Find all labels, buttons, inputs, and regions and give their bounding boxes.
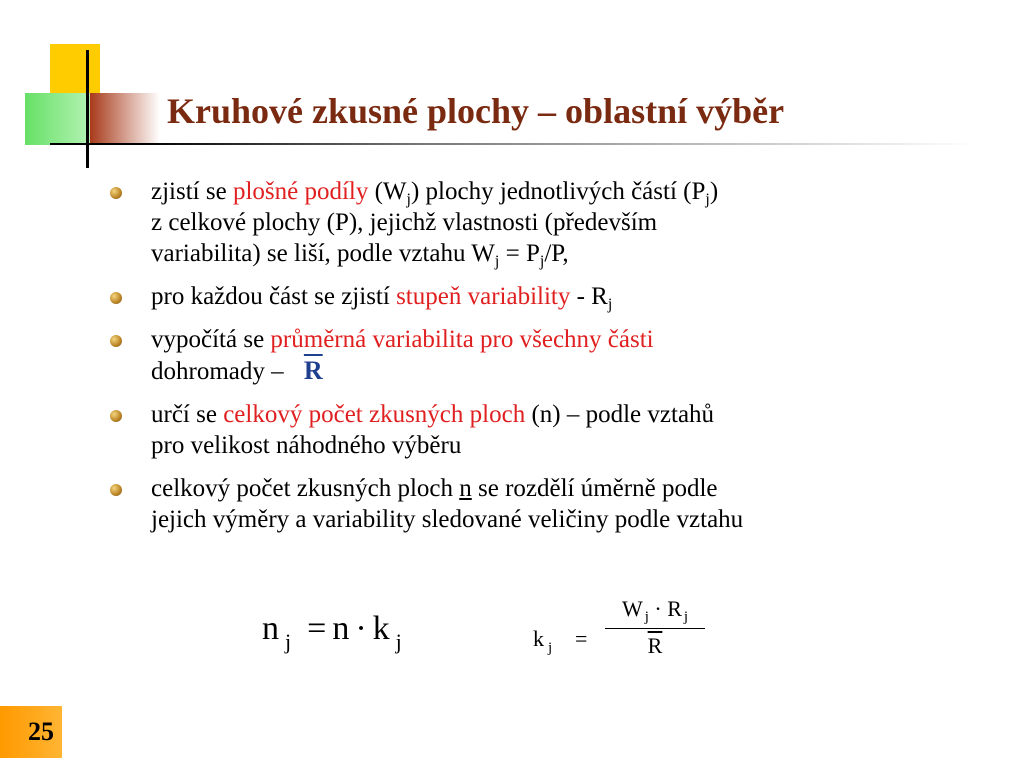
- formula-symbol: R: [667, 596, 682, 621]
- formula-nj: [262, 610, 412, 655]
- bullet-text: (n) – podle vztahů: [525, 401, 715, 428]
- formula-symbol: n: [332, 610, 350, 647]
- formula-operator: ·: [355, 610, 367, 647]
- bullet-item: [108, 473, 988, 535]
- bullet-text: ): [709, 178, 719, 205]
- subscript: j: [539, 253, 545, 270]
- bullet-text: se rozdělí úměrně podle: [471, 475, 718, 502]
- bullet-text: pro každou část se zjistí: [151, 283, 397, 310]
- formula-operator: =: [575, 626, 588, 651]
- underlined-text: n: [459, 475, 472, 502]
- fraction-denominator: R: [647, 633, 663, 658]
- fraction-numerator: [605, 594, 705, 624]
- bullet-icon: [110, 292, 122, 304]
- subscript: j: [406, 191, 411, 208]
- bullet-text: variabilita) se liší, podle vztahu W: [151, 240, 495, 267]
- bullet-text: dohromady –: [151, 358, 290, 385]
- bullet-text: z celkové plochy (P), jejichž vlastnosti (především: [151, 209, 658, 236]
- bullet-list: [108, 176, 988, 547]
- r-bar-symbol: $\overline{R}$: [303, 356, 323, 385]
- decor-red-bar: [90, 93, 160, 145]
- formula-subscript: j: [644, 609, 649, 625]
- bullet-text: jejich výměry a variability sledované veličiny podle vztahu: [151, 506, 744, 533]
- bullet-text: - R: [570, 283, 608, 310]
- bullet-item: [108, 399, 988, 461]
- formula-subscript: j: [395, 629, 402, 654]
- bullet-text: ) plochy jednotlivých částí (P: [410, 178, 706, 205]
- highlight-text: průměrná variabilita pro všechny části: [270, 326, 654, 353]
- decor-vertical-line: [86, 50, 89, 168]
- bullet-text: určí se: [151, 401, 224, 428]
- formula-operator: =: [307, 610, 327, 647]
- bullet-text: zjistí se: [151, 178, 233, 205]
- formula-subscript: j: [548, 640, 553, 656]
- highlight-text: celkový počet zkusných ploch: [223, 401, 526, 428]
- formula-subscript: j: [683, 609, 689, 625]
- formula-symbol: k: [533, 626, 544, 651]
- bullet-text: celkový počet zkusných ploch: [151, 475, 460, 502]
- formula-fraction: [605, 594, 705, 660]
- bullet-icon: [110, 335, 122, 347]
- bullet-text: /P,: [544, 240, 569, 267]
- slide-title: Kruhové zkusné plochy – oblastní výběr: [167, 91, 785, 131]
- bullet-item: [108, 176, 988, 269]
- bullet-item: [108, 281, 988, 312]
- bullet-text: (W: [368, 178, 407, 205]
- formula-subscript: j: [285, 629, 292, 654]
- bullet-icon: [110, 410, 122, 422]
- bullet-icon: [110, 484, 122, 496]
- bullet-text: = P: [499, 240, 540, 267]
- formula-lhs: [533, 626, 552, 657]
- formula-symbol: W: [621, 596, 643, 621]
- page-number-badge: 25: [0, 706, 62, 758]
- bullet-text: pro velikost náhodného výběru: [151, 432, 462, 459]
- formula-symbol: k: [372, 610, 390, 647]
- bullet-icon: [110, 187, 122, 199]
- subscript: j: [705, 191, 710, 208]
- subscript: j: [607, 296, 613, 313]
- fraction-line: [605, 628, 705, 629]
- highlight-text: stupeň variability: [396, 283, 571, 310]
- decor-horizontal-rule: [50, 143, 975, 145]
- subscript: j: [494, 253, 500, 270]
- bullet-item: [108, 324, 988, 387]
- formula-operator: ·: [654, 596, 662, 621]
- bullet-text: vypočítá se: [151, 326, 271, 353]
- highlight-text: plošné podíly: [232, 178, 369, 205]
- formula-symbol: n: [262, 610, 279, 647]
